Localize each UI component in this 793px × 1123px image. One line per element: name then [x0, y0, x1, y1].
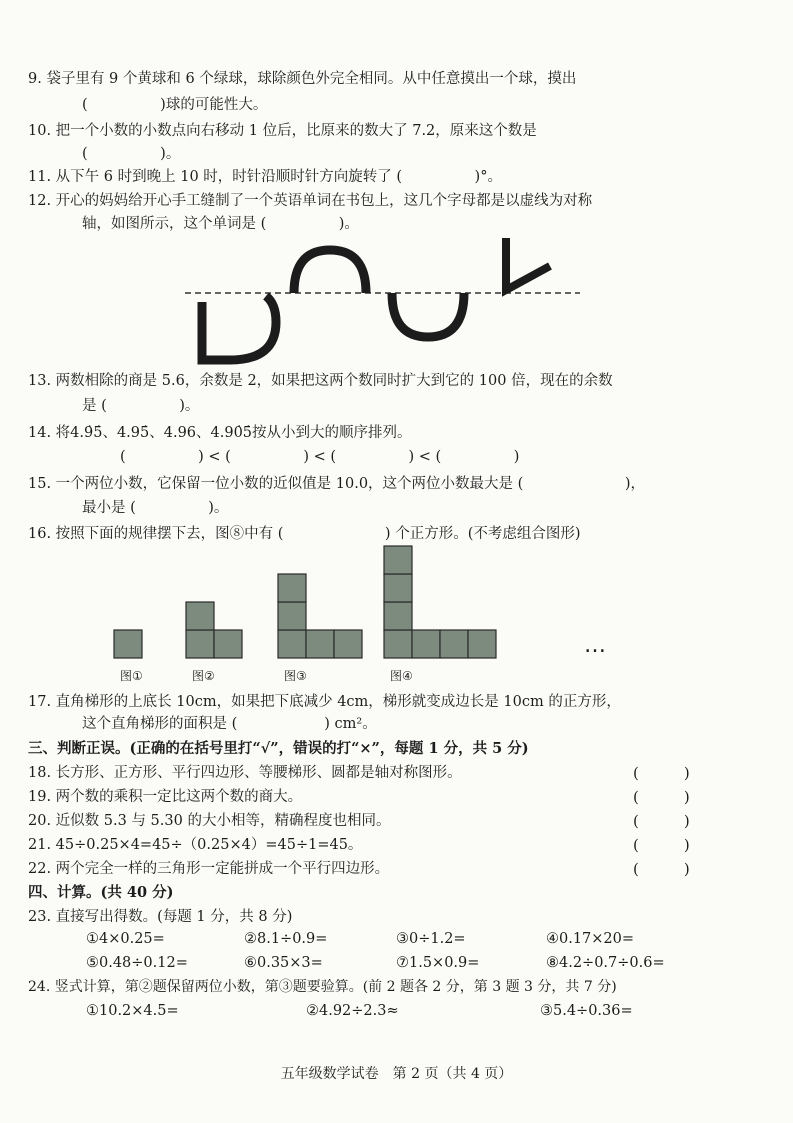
page-footer: 五年级数学试卷 第 2 页（共 4 页） — [280, 1066, 513, 1082]
pattern-square — [306, 630, 334, 658]
pattern-square — [214, 630, 242, 658]
oral-calc-5: ⑤0.48÷0.12= — [86, 955, 188, 971]
pattern-square — [278, 602, 306, 630]
column-calc-3: ③5.4÷0.36= — [540, 1003, 633, 1019]
letter-u-lower-half — [392, 293, 464, 337]
question-15-line1: 15. 一个两位小数，它保留一位小数的近似值是 10.0，这个两位小数最大是 ( )， — [28, 476, 645, 492]
question-16: 16. 按照下面的规律摆下去，图⑧中有 ( ) 个正方形。(不考虑组合图形) — [28, 526, 581, 542]
oral-calc-8: ⑧4.2÷0.7÷0.6= — [546, 955, 665, 971]
question-10-line2: ( )。 — [82, 146, 181, 162]
question-17-line1: 17. 直角梯形的上底长 10cm，如果把下底减少 4cm，梯形就变成边长是 10cm 的正方形， — [28, 694, 621, 710]
letter-l-upper-half — [506, 238, 550, 290]
pattern-figure-4 — [384, 546, 496, 658]
letter-d-lower-half — [202, 296, 276, 360]
judge-answer-20[interactable]: ( ) — [633, 812, 690, 830]
pattern-square — [186, 630, 214, 658]
section3-title: 三、判断正误。(正确的在括号里打“√”，错误的打“×”，每题 1 分，共 5 分) — [28, 740, 529, 757]
column-calc-2: ②4.92÷2.3≈ — [306, 1003, 399, 1019]
question-24-title: 24. 竖式计算，第②题保留两位小数，第③题要验算。(前 2 题各 2 分，第 3 题 3 分，共 7 分) — [28, 979, 617, 995]
question-11: 11. 从下午 6 时到晚上 10 时，时针沿顺时针方向旋转了 ( )°。 — [28, 169, 502, 185]
pattern-label-1: 图① — [120, 669, 143, 683]
question-12-line2: 轴，如图所示，这个单词是 ( )。 — [82, 216, 359, 232]
pattern-label-4: 图④ — [390, 669, 413, 683]
oral-calc-1: ①4×0.25= — [86, 931, 165, 947]
pattern-figure-3 — [278, 574, 362, 658]
column-calc-1: ①10.2×4.5= — [86, 1003, 179, 1019]
question-14-line2: ( ) < ( ) < ( ) < ( ) — [120, 449, 520, 465]
pattern-square — [468, 630, 496, 658]
judge-item-18: 18. 长方形、正方形、平行四边形、等腰梯形、圆都是轴对称图形。 — [28, 765, 462, 781]
pattern-figure-1 — [114, 630, 142, 658]
judge-answer-22[interactable]: ( ) — [633, 860, 690, 878]
oral-calc-6: ⑥0.35×3= — [244, 955, 323, 971]
question-9-line2: ( )球的可能性大。 — [82, 97, 268, 113]
question-15-line2: 最小是 ( )。 — [82, 500, 229, 516]
judge-item-20: 20. 近似数 5.3 与 5.30 的大小相等，精确程度也相同。 — [28, 813, 391, 829]
judge-answer-19[interactable]: ( ) — [633, 788, 690, 806]
word-symmetry-figure — [180, 232, 600, 372]
judge-item-22: 22. 两个完全一样的三角形一定能拼成一个平行四边形。 — [28, 861, 390, 877]
judge-item-21: 21. 45÷0.25×4=45÷（0.25×4）=45÷1=45。 — [28, 837, 363, 853]
pattern-label-2: 图② — [192, 669, 215, 683]
pattern-square — [278, 630, 306, 658]
oral-calc-2: ②8.1÷0.9= — [244, 931, 328, 947]
section4-title: 四、计算。(共 40 分) — [28, 884, 174, 901]
pattern-square — [384, 602, 412, 630]
question-9-line1: 9. 袋子里有 9 个黄球和 6 个绿球，球除颜色外完全相同。从中任意摸出一个球，摸出 — [28, 71, 577, 87]
pattern-square — [412, 630, 440, 658]
pattern-square — [186, 602, 214, 630]
question-12-line1: 12. 开心的妈妈给开心手工缝制了一个英语单词在书包上，这几个字母都是以虚线为对称 — [28, 193, 593, 209]
square-pattern-figure — [100, 540, 660, 685]
pattern-square — [114, 630, 142, 658]
judge-answer-21[interactable]: ( ) — [633, 836, 690, 854]
pattern-square — [384, 546, 412, 574]
pattern-square — [440, 630, 468, 658]
question-14-line1: 14. 将4.9̇5̇、4.95̇、4.96、4.90̇5̇按从小到大的顺序排列。 — [28, 425, 412, 441]
pattern-square — [384, 630, 412, 658]
pattern-ellipsis: … — [584, 633, 606, 658]
oral-calc-7: ⑦1.5×0.9= — [396, 955, 480, 971]
question-23-title: 23. 直接写出得数。(每题 1 分，共 8 分) — [28, 909, 293, 925]
oral-calc-3: ③0÷1.2= — [396, 931, 466, 947]
question-13-line1: 13. 两数相除的商是 5.6，余数是 2，如果把这两个数同时扩大到它的 100 倍，现在的余数 — [28, 373, 613, 389]
letter-o-upper-half — [294, 250, 366, 293]
pattern-figure-2 — [186, 602, 242, 658]
question-10-line1: 10. 把一个小数的小数点向右移动 1 位后，比原来的数大了 7.2，原来这个数是 — [28, 123, 537, 139]
pattern-square — [334, 630, 362, 658]
judge-item-19: 19. 两个数的乘积一定比这两个数的商大。 — [28, 789, 303, 805]
question-17-line2: 这个直角梯形的面积是 ( ) cm²。 — [82, 716, 377, 732]
oral-calc-4: ④0.17×20= — [546, 931, 635, 947]
question-13-line2: 是 ( )。 — [82, 398, 200, 414]
pattern-label-3: 图③ — [284, 669, 307, 683]
judge-answer-18[interactable]: ( ) — [633, 764, 690, 782]
pattern-square — [278, 574, 306, 602]
pattern-square — [384, 574, 412, 602]
